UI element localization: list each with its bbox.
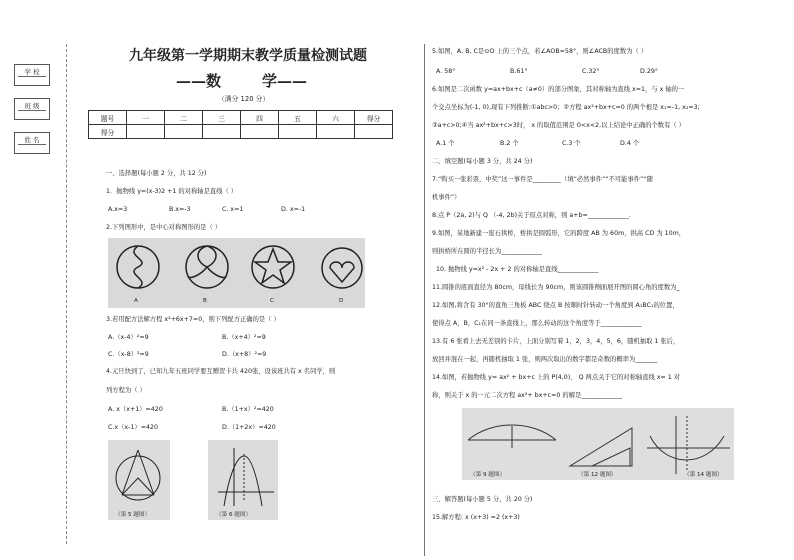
q12-caption: （第 12 题图） (578, 472, 617, 478)
q10-stem: 10. 抛物线 y=x² - 2x + 2 的对称轴是直线_____________ (436, 266, 599, 273)
q6-line-3: ③a+c>0;④当 ax²+bx+c>3时， x 的取值范围是 0<x<2,以上结论中正确的个数有（ ） (432, 122, 685, 129)
q6-line-2: 个交点坐标为(-1, 0),现有下列推断:①abc>0；②方程 ax²+bx+c=0 的两个根是 x₁=-1, x₂=3; (432, 104, 700, 111)
q9-line-2: 则拱桥所在圆的半径长为_____________ (432, 248, 543, 255)
score-cell: 题号 (89, 111, 127, 125)
q3-option-b: B.（x+4）²=9 (222, 334, 266, 341)
q5-option-a: A. 58° (436, 68, 456, 75)
q2-figure-svg (108, 238, 365, 308)
q13-line-1: 13.有 6 张看上去无差别的卡片，上面分别写着 1，2，3，4，5，6，随机抽取 1 张后， (432, 338, 680, 345)
q11-stem: 11.圆锥的底面直径为 80cm，母线长为 90cm，则该圆锥侧面展开图的圆心角的度数为_ (432, 284, 680, 291)
q4-option-d: D.（1+2x）=420 (222, 424, 276, 431)
q1-option-b: B.x=-3 (169, 206, 191, 213)
score-input-cell[interactable] (241, 125, 279, 139)
figure-c-circle (252, 246, 294, 288)
q9-line-1: 9.如图，某地新建一座石拱桥，桥拱是圆弧形，它的跨度 AB 为 60m，拱高 CD 为 10m， (432, 230, 686, 237)
section3-heading: 三、解答题(每小题 5 分，共 20 分) (432, 496, 533, 503)
score-cell: 五 (279, 111, 317, 125)
q6-option-c: C.3 个 (562, 140, 581, 147)
q5-figure-svg (108, 440, 170, 520)
figure-label-d: D (339, 298, 344, 304)
q12-line-2: 使得点 A，B，C₁在同一条直线上，那么转动的这个角度等于_____________ (432, 320, 642, 327)
q5-caption: （第 5 题图） (115, 512, 151, 518)
q5-stem: 5.如图，A, B, C是⊙O 上的三个点，若∠AOB=58°，则∠ACB的度数为（ ） (432, 48, 648, 55)
page-divider (424, 44, 425, 556)
q5-option-d: D.29° (640, 68, 659, 75)
q3-option-c: C.（x-8）²=9 (108, 351, 149, 358)
figure-c-star (255, 249, 291, 283)
q5-option-c: C.32° (582, 68, 600, 75)
figure-a-curve (134, 246, 142, 288)
q1-stem: 1．抛物线 y=(x-3)2 +1 的对称轴是直线（ ） (106, 188, 238, 195)
q12-triangle-1 (570, 428, 632, 466)
class-label: 班 级 (24, 102, 40, 110)
figure-label-c: C (270, 298, 274, 304)
q12-triangle-2 (592, 448, 630, 466)
q2-figure (108, 238, 365, 308)
school-label: 学 校 (24, 68, 40, 76)
q7-line-1: 7.“购买一张彩票，中奖”这一事件是_________（填“必然事件”“不可能事件”“随 (432, 176, 653, 183)
q4-option-a: A. x（x+1）=420 (108, 406, 163, 413)
q15-stem: 15.解方程: x (x+3) =2 (x+3) (432, 514, 520, 521)
score-row-label: 得分 (89, 125, 127, 139)
q6-caption: （第 6 题图） (216, 512, 252, 518)
score-input-cell[interactable] (317, 125, 355, 139)
q6-figure (208, 440, 278, 520)
q4-stem: 4.元旦快到了，已知九年五班同学要互赠贺卡共 420张，设该班共有 x 名同学，则 (106, 368, 336, 375)
q6-figure-svg (208, 440, 278, 520)
figure-d-heart (330, 262, 354, 282)
q2-stem: 2.下列图形中，是中心对称图形的是（ ） (106, 224, 222, 231)
name-box (14, 132, 50, 154)
score-input-cell[interactable] (165, 125, 203, 139)
score-input-cell[interactable] (279, 125, 317, 139)
score-table (88, 110, 393, 139)
q1-option-c: C. x=1 (222, 206, 244, 213)
score-cell: 四 (241, 111, 279, 125)
q14-line-2: 称，则关于 x 的一元二次方程 ax²+ bx+c=0 的解是_____________ (432, 392, 623, 399)
q9-q12-q14-figures (462, 408, 734, 480)
subject-right: 学—— (262, 72, 308, 90)
page-title: 九年级第一学期期末教学质量检测试题 (129, 48, 367, 64)
score-table-header-row (89, 111, 393, 125)
subject-left: ——数 (176, 72, 222, 90)
score-cell: 六 (317, 111, 355, 125)
binding-line (66, 44, 67, 544)
section1-heading: 一、选择题(每小题 2 分，共 12 分) (106, 170, 207, 177)
q8-stem: 8.点 P（2a, 2)与 Q （-4, 2b)关于原点对称，则 a+b=_____________. (432, 212, 631, 219)
q13-line-2: 放回并混在一起，再随机抽取 1 张，则两次取出的数字都是奇数的概率为_______ (432, 356, 658, 363)
q1-option-a: A.x=3 (108, 206, 128, 213)
q14-line-1: 14.如图，若抛物线 y= ax² + bx+c 上的 P(4,0)， Q 两点关于它的对称轴直线 x= 1 对 (432, 374, 681, 381)
q1-option-d: D. x=-1 (281, 206, 306, 213)
q4-option-c: C.x（x-1）=420 (108, 424, 159, 431)
score-cell: 二 (165, 111, 203, 125)
score-input-cell[interactable] (127, 125, 165, 139)
q6-parabola (224, 456, 262, 506)
q6-line-1: 6.如图是二次函数 y=ax+bx+c（a≠0）的部分图象，其对称轴为直线 x=1，与 x 轴的一 (432, 86, 685, 93)
full-score: （满分 120 分） (218, 95, 270, 103)
section2-heading: 二、填空题(每小题 3 分，共 24 分) (432, 158, 533, 165)
q14-caption: （第 14 题图） (684, 472, 723, 478)
q6-option-b: B.2 个 (500, 140, 519, 147)
q3-option-d: D.（x+8）²=9 (222, 351, 267, 358)
class-box (14, 98, 50, 120)
q9-caption: （第 9 题图） (470, 472, 506, 478)
score-cell: 得分 (355, 111, 393, 125)
q5-angle-lines (122, 450, 154, 495)
q5-option-b: B.61° (510, 68, 528, 75)
school-box (14, 64, 50, 86)
q5-figure (108, 440, 170, 520)
score-cell: 一 (127, 111, 165, 125)
q6-option-d: D.4 个 (620, 140, 640, 147)
q6-option-a: A.1 个 (436, 140, 455, 147)
figure-label-a: A (134, 298, 138, 304)
q4-stem-2: 列方程为（ ） (106, 387, 146, 394)
score-input-cell[interactable] (203, 125, 241, 139)
name-label: 姓 名 (24, 136, 40, 144)
q7-line-2: 机事件”） (432, 194, 461, 201)
score-input-cell[interactable] (355, 125, 393, 139)
q12-line-1: 12.如图,将含有 30°的直角三角板 ABC 绕点 B 按顺时针转动一个角度到 A₁BC₁的位置， (432, 302, 679, 309)
q3-option-a: A.（x-4）²=9 (108, 334, 149, 341)
q4-option-b: B.（1+x）²=420 (222, 406, 274, 413)
score-table-row (89, 125, 393, 139)
q3-stem: 3.若用配方法解方程 x²+6x+7=0，则下列配方正确的是（ ） (106, 316, 280, 323)
score-cell: 三 (203, 111, 241, 125)
figure-label-b: B (203, 298, 207, 304)
